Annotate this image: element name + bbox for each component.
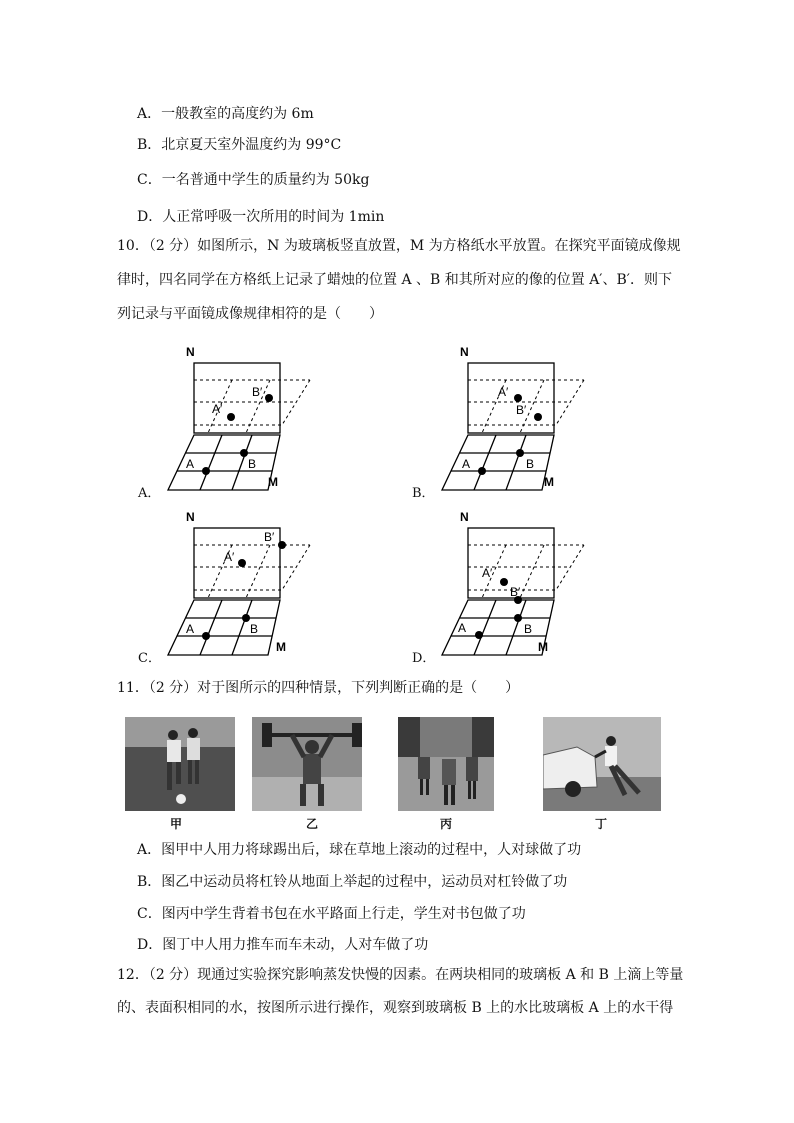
label-b: B <box>526 457 535 471</box>
caption-ding: 丁 <box>595 817 608 831</box>
q11-stem: 11．（2 分）对于图所示的四种情景，下列判断正确的是（ ） <box>117 680 520 696</box>
label-a-image: A′ <box>224 550 235 564</box>
photo-pushing-car <box>543 717 661 811</box>
label-m: M <box>268 475 278 489</box>
q9-option-c: C．一名普通中学生的质量约为 50kg <box>137 172 370 188</box>
mirror-figure-d <box>434 505 604 665</box>
mirror-figure-b <box>434 340 604 500</box>
label-a-image: A′ <box>498 385 509 399</box>
photo-weightlifter <box>252 717 362 811</box>
photo-soccer <box>125 717 235 811</box>
photo-students-walking <box>398 717 494 811</box>
label-n: N <box>460 510 469 524</box>
label-a: A <box>186 622 195 636</box>
label-a-image: A′ <box>482 566 493 580</box>
label-n: N <box>460 345 469 359</box>
q11-option-d: D．图丁中人用力推车而车未动，人对车做了功 <box>137 937 429 953</box>
q9-option-d: D．人正常呼吸一次所用的时间为 1min <box>137 209 385 225</box>
label-m: M <box>544 475 554 489</box>
label-a-image: A′ <box>212 402 223 416</box>
caption-bing: 丙 <box>440 817 453 831</box>
label-a: A <box>462 457 471 471</box>
mirror-figure-c <box>160 505 330 665</box>
label-a: A <box>458 621 467 635</box>
mirror-figure-a <box>160 340 330 500</box>
label-b-image: B′ <box>516 403 527 417</box>
q9-option-a: A．一般教室的高度约为 6m <box>137 106 314 122</box>
q9-option-b: B．北京夏天室外温度约为 99°C <box>137 137 342 153</box>
q12-stem-line-2: 的、表面积相同的水，按图所示进行操作，观察到玻璃板 B 上的水比玻璃板 A 上的水干得 <box>117 1000 674 1016</box>
label-n: N <box>186 510 195 524</box>
label-b-image: B′ <box>264 530 275 544</box>
label-m: M <box>276 640 286 654</box>
q10-stem-line-1: 10．（2 分）如图所示，N 为玻璃板竖直放置，M 为方格纸水平放置。在探究平面镜成像规 <box>117 238 681 254</box>
figure-d-option-label: D． <box>412 651 436 666</box>
label-b: B <box>524 622 533 636</box>
q11-option-a: A．图甲中人用力将球踢出后，球在草地上滚动的过程中，人对球做了功 <box>137 842 582 858</box>
label-a: A <box>186 457 195 471</box>
label-b: B <box>248 457 257 471</box>
q11-option-b: B．图乙中运动员将杠铃从地面上举起的过程中，运动员对杠铃做了功 <box>137 874 568 890</box>
q12-stem-line-1: 12．（2 分）现通过实验探究影响蒸发快慢的因素。在两块相同的玻璃板 A 和 B 上滴上等量 <box>117 967 684 983</box>
caption-yi: 乙 <box>306 817 319 831</box>
label-b-image: B′ <box>510 585 521 599</box>
label-m: M <box>538 640 548 654</box>
q10-stem-line-3: 列记录与平面镜成像规律相符的是（ ） <box>117 306 383 322</box>
figure-a-option-label: A． <box>138 486 161 501</box>
q10-stem-line-2: 律时，四名同学在方格纸上记录了蜡烛的位置 A 、B 和其所对应的像的位置 A′、B′．则下 <box>117 272 672 288</box>
label-b: B <box>250 622 259 636</box>
label-n: N <box>186 345 195 359</box>
figure-b-option-label: B． <box>412 486 435 501</box>
q11-option-c: C．图丙中学生背着书包在水平路面上行走，学生对书包做了功 <box>137 906 526 922</box>
label-b-image: B′ <box>252 385 263 399</box>
caption-jia: 甲 <box>170 817 183 831</box>
figure-c-option-label: C． <box>138 651 161 666</box>
